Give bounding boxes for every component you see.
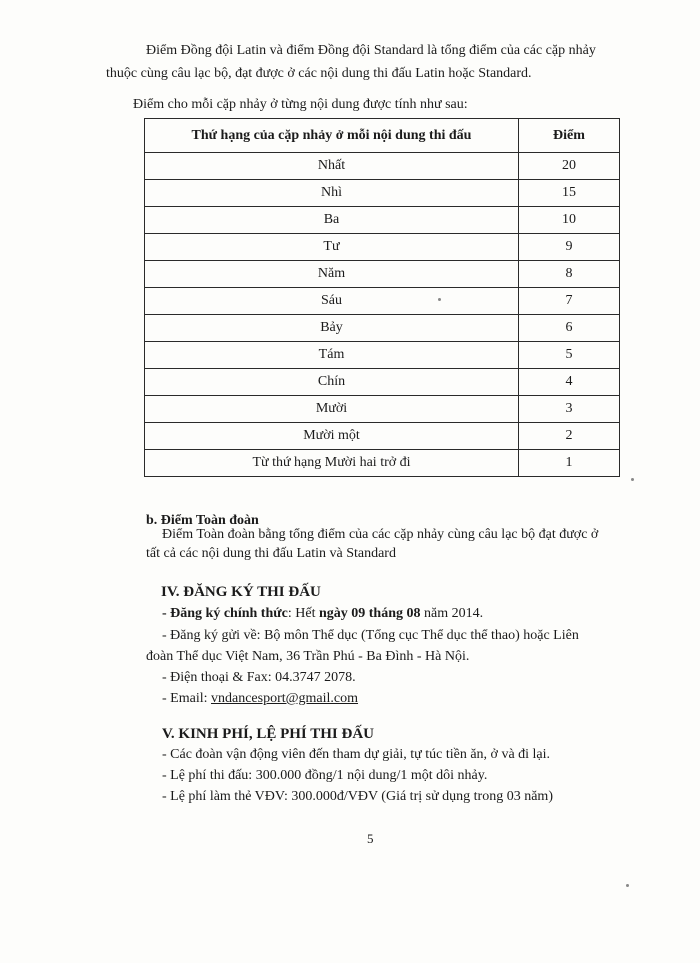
points-cell: 8 bbox=[519, 261, 620, 288]
score-table bbox=[144, 118, 620, 477]
rank-cell: Từ thứ hạng Mười hai trở đi bbox=[145, 450, 519, 477]
section-b-line-1: Điểm Toàn đoàn bằng tổng điểm của các cặp nhảy cùng câu lạc bộ đạt được ở bbox=[162, 527, 599, 542]
table-row bbox=[145, 288, 620, 315]
points-cell: 20 bbox=[519, 153, 620, 180]
send-address-line-1: - Đăng ký gửi về: Bộ môn Thể dục (Tổng cục Thể dục thể thao) hoặc Liên bbox=[162, 628, 579, 643]
rank-cell: Sáu bbox=[145, 288, 519, 315]
table-row bbox=[145, 207, 620, 234]
scan-speck bbox=[631, 478, 634, 481]
table-row bbox=[145, 180, 620, 207]
email-link[interactable]: vndancesport@gmail.com bbox=[211, 691, 359, 706]
rank-cell: Tư bbox=[145, 234, 519, 261]
section-b-heading: b. Điểm Toàn đoàn bbox=[146, 513, 259, 528]
rank-cell: Mười bbox=[145, 396, 519, 423]
rank-cell: Ba bbox=[145, 207, 519, 234]
points-cell: 10 bbox=[519, 207, 620, 234]
registration-date: ngày 09 tháng 08 bbox=[318, 606, 421, 621]
points-cell: 5 bbox=[519, 342, 620, 369]
table-row bbox=[145, 261, 620, 288]
header-rank: Thứ hạng của cặp nhảy ở mỗi nội dung thi đấu bbox=[145, 119, 519, 153]
registration-deadline bbox=[162, 605, 483, 623]
table-header-row bbox=[145, 119, 620, 153]
scan-speck bbox=[438, 298, 441, 301]
registration-tail: năm 2014. bbox=[420, 606, 484, 621]
email-line bbox=[162, 690, 358, 708]
registration-mid: : Hết bbox=[287, 606, 319, 621]
points-cell: 4 bbox=[519, 369, 620, 396]
section-v-line-2: - Lệ phí thi đấu: 300.000 đồng/1 nội dung/1 một dôi nhảy. bbox=[162, 768, 488, 783]
section-v-line-3: - Lệ phí làm thẻ VĐV: 300.000đ/VĐV (Giá trị sử dụng trong 03 năm) bbox=[162, 789, 553, 804]
points-cell: 7 bbox=[519, 288, 620, 315]
intro-line-1: Điểm Đồng đội Latin và điểm Đồng đội Standard là tổng điểm của các cặp nhảy bbox=[146, 43, 596, 58]
section-iv-heading: IV. ĐĂNG KÝ THI ĐẤU bbox=[161, 584, 321, 600]
scan-speck bbox=[626, 884, 629, 887]
table-row bbox=[145, 396, 620, 423]
table-row bbox=[145, 315, 620, 342]
email-label: - Email: bbox=[162, 691, 211, 706]
points-cell: 1 bbox=[519, 450, 620, 477]
rank-cell: Nhất bbox=[145, 153, 519, 180]
intro-line-2: thuộc cùng câu lạc bộ, đạt được ở các nội dung thi đấu Latin hoặc Standard. bbox=[106, 66, 532, 81]
table-row bbox=[145, 450, 620, 477]
phone-fax: - Điện thoại & Fax: 04.3747 2078. bbox=[162, 670, 356, 685]
table-row bbox=[145, 423, 620, 450]
section-v-line-1: - Các đoàn vận động viên đến tham dự giải, tự túc tiền ăn, ở và đi lại. bbox=[162, 747, 551, 762]
intro-line-3: Điểm cho mỗi cặp nhảy ở từng nội dung được tính như sau: bbox=[133, 97, 468, 112]
section-v-heading: V. KINH PHÍ, LỆ PHÍ THI ĐẤU bbox=[162, 726, 374, 742]
table-row bbox=[145, 342, 620, 369]
table-row bbox=[145, 369, 620, 396]
page-number: 5 bbox=[367, 831, 374, 846]
header-points: Điểm bbox=[519, 119, 620, 153]
rank-cell: Năm bbox=[145, 261, 519, 288]
points-cell: 3 bbox=[519, 396, 620, 423]
table-row bbox=[145, 153, 620, 180]
points-cell: 15 bbox=[519, 180, 620, 207]
rank-cell: Nhì bbox=[145, 180, 519, 207]
points-cell: 9 bbox=[519, 234, 620, 261]
table-row bbox=[145, 234, 620, 261]
registration-label: - Đăng ký chính thức bbox=[162, 606, 288, 621]
points-cell: 6 bbox=[519, 315, 620, 342]
points-cell: 2 bbox=[519, 423, 620, 450]
send-address-line-2: đoàn Thể dục Việt Nam, 36 Trần Phú - Ba Đình - Hà Nội. bbox=[146, 649, 470, 664]
rank-cell: Tám bbox=[145, 342, 519, 369]
rank-cell: Mười một bbox=[145, 423, 519, 450]
rank-cell: Bảy bbox=[145, 315, 519, 342]
rank-cell: Chín bbox=[145, 369, 519, 396]
section-b-line-2: tất cả các nội dung thi đấu Latin và Standard bbox=[146, 546, 396, 561]
